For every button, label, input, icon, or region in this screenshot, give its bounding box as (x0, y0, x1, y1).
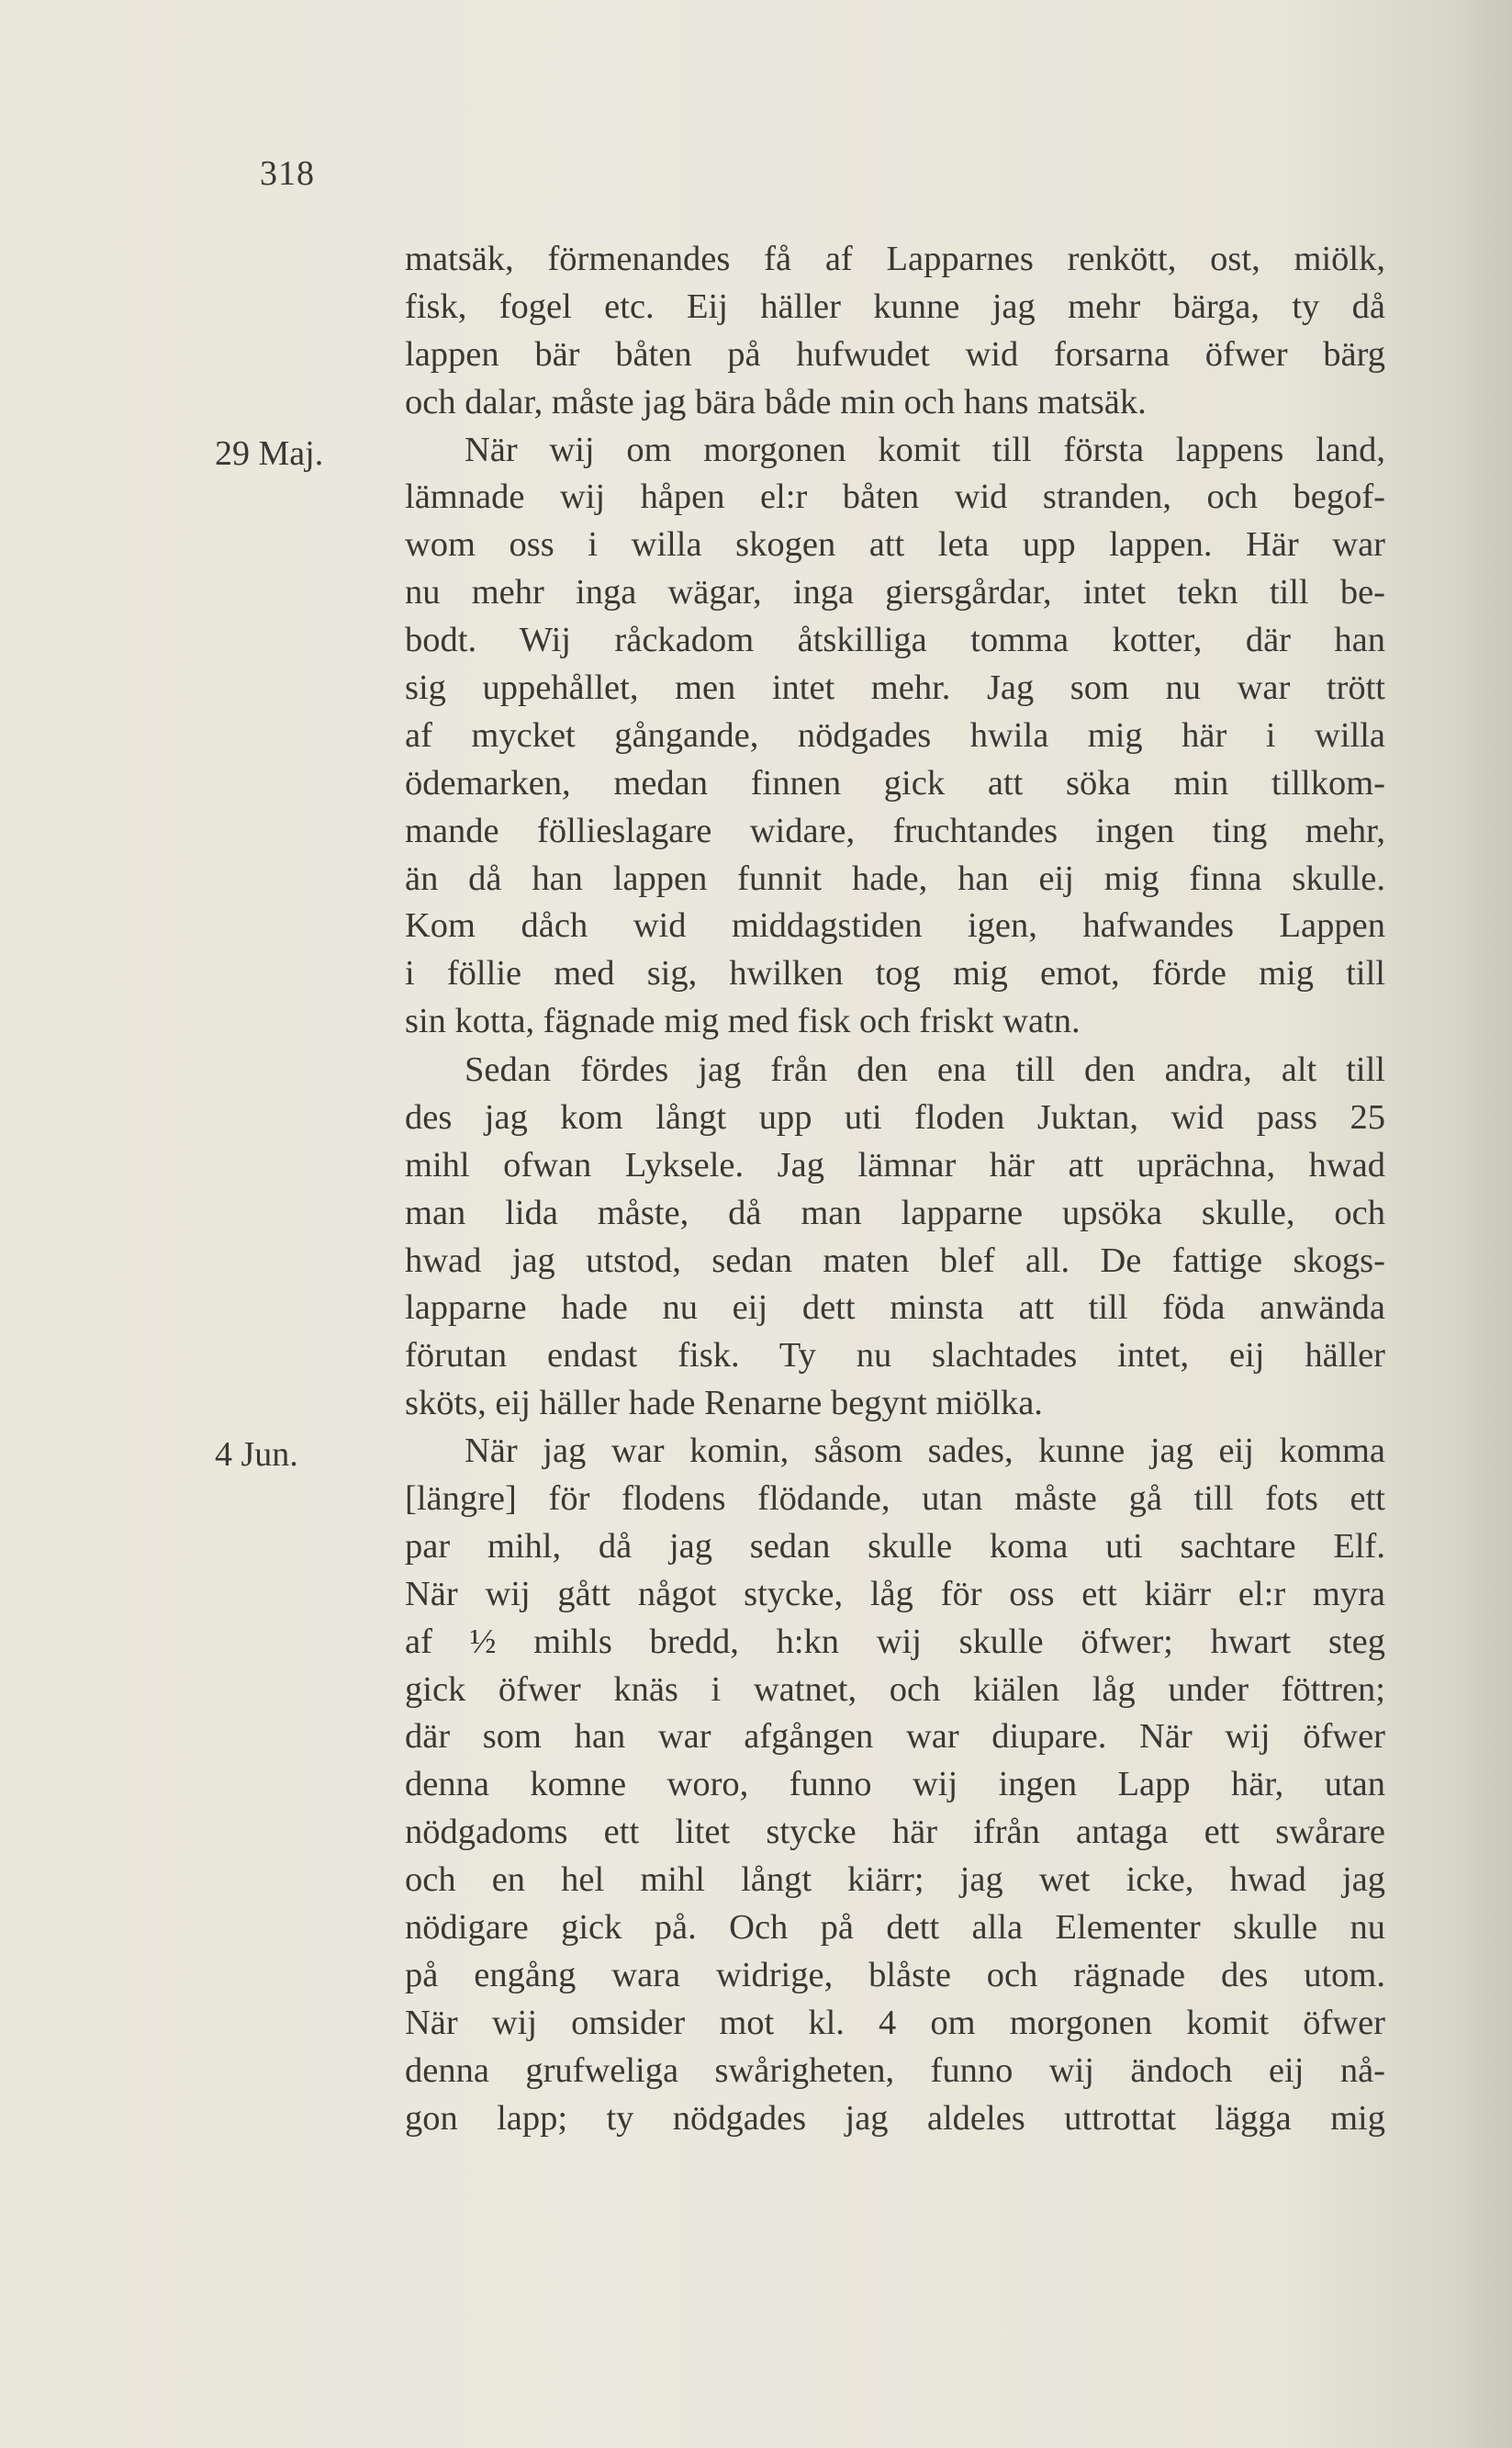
text-line: på engång wara widrige, blåste och rägnade des utom. (405, 1955, 1385, 1994)
text-line: sig uppehållet, men intet mehr. Jag som nu war trött (405, 668, 1385, 708)
text-line: par mihl, då jag sedan skulle koma uti sachtare Elf. (405, 1526, 1385, 1566)
text-line: bodt. Wij råckadom åtskilliga tomma kotter, där han (405, 621, 1385, 660)
text-line: af ½ mihls bredd, h:kn wij skulle öfwer; hwart steg (405, 1622, 1385, 1661)
text-line: nu mehr inga wägar, inga giersgårdar, intet tekn till be- (405, 573, 1385, 612)
text-line: lämnade wij håpen el:r båten wid stranden, och begof- (405, 477, 1385, 517)
text-line: Sedan fördes jag från den ena till den andra, alt till (465, 1050, 1385, 1089)
text-line: och en hel mihl långt kiärr; jag wet icke, hwad jag (405, 1860, 1385, 1900)
margin-note-date-maj: 29 Maj. (215, 434, 324, 473)
text-line: af mycket gångande, nödgades hwila mig här i willa (405, 715, 1385, 755)
text-line: än då han lappen funnit hade, han eij mig finna skulle. (405, 859, 1385, 898)
text-line: [längre] för flodens flödande, utan måste gå till fots ett (405, 1479, 1385, 1519)
text-block-first (405, 236, 1385, 1046)
text-line: lappen bär båten på hufwudet wid forsarna öfwer bärg (405, 334, 1385, 374)
text-line: lapparne hade nu eij dett minsta att till föda anwända (405, 1288, 1385, 1328)
text-line: man lida måste, då man lapparne upsöka skulle, och (405, 1193, 1385, 1232)
text-line: nödgadoms ett litet stycke här ifrån antaga ett swårare (405, 1813, 1385, 1852)
text-line: nödigare gick på. Och på dett alla Elementer skulle nu (405, 1908, 1385, 1948)
text-line: matsäk, förmenandes få af Lapparnes renkött, ost, miölk, (405, 240, 1385, 278)
text-line: hwad jag utstod, sedan maten blef all. De fattige skogs- (405, 1241, 1385, 1280)
text-line: des jag kom långt upp uti floden Juktan, wid pass 25 (405, 1097, 1385, 1137)
text-line: När wij gått något stycke, låg för oss ett kiärr el:r myra (405, 1574, 1385, 1613)
text-line: wom oss i willa skogen att leta upp lappen. Här war (405, 525, 1385, 565)
text-line: fisk, fogel etc. Eij häller kunne jag mehr bärga, ty då (405, 286, 1385, 326)
text-block-second (405, 1047, 1385, 2142)
text-line: ödemarken, medan finnen gick att söka min tillkom- (405, 763, 1385, 803)
text-line: i föllie med sig, hwilken tog mig emot, förde mig till (405, 954, 1385, 994)
text-line: denna komne woro, funno wij ingen Lapp här, utan (405, 1765, 1385, 1804)
text-line: Kom dåch wid middagstiden igen, hafwandes Lappen (405, 906, 1385, 946)
text-line: gon lapp; ty nödgades jag aldeles uttrottat lägga mig (405, 2098, 1385, 2138)
text-line: där som han war afgången war diupare. När wij öfwer (405, 1717, 1385, 1757)
text-line: mande föllieslagare widare, fruchtandes ingen ting mehr, (405, 811, 1385, 850)
text-line: gick öfwer knäs i watnet, och kiälen låg under föttren; (405, 1669, 1385, 1709)
text-line: När wij om morgonen komit till första lappens land, (465, 430, 1385, 469)
text-line: förutan endast fisk. Ty nu slachtades intet, eij häller (405, 1336, 1385, 1376)
text-line: denna grufweliga swårigheten, funno wij ändoch eij nå- (405, 2050, 1385, 2090)
text-line: sköts, eij häller hade Renarne begynt miölka. (405, 1384, 1043, 1423)
page-number: 318 (260, 154, 315, 193)
text-line: sin kotta, fägnade mig med fisk och friskt watn. (405, 1002, 1081, 1041)
text-line: När wij omsider mot kl. 4 om morgonen komit öfwer (405, 2003, 1385, 2042)
text-line: och dalar, måste jag bära både min och hans matsäk. (405, 382, 1147, 421)
text-line: När jag war komin, såsom sades, kunne jag eij komma (465, 1432, 1385, 1471)
margin-note-date-jun: 4 Jun. (215, 1435, 298, 1474)
text-line: mihl ofwan Lyksele. Jag lämnar här att uprächna, hwad (405, 1145, 1385, 1185)
